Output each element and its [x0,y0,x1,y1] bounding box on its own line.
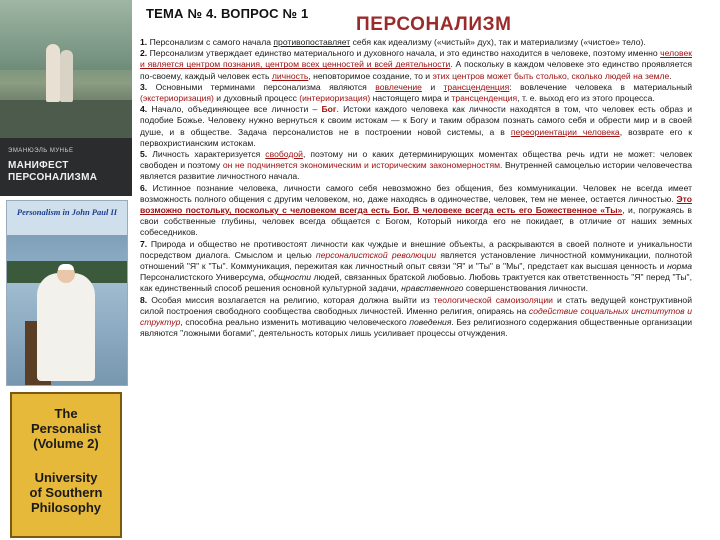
paragraph-3: 3. Основными терминами персонализма являются вовлечение и трансценденция: вовлечение человека в материальный (экстериоризация) и духовный процесс (интериоризация) настоящего мира и трансценденция, т. е. выход его из этого процесса. [140,81,693,104]
cover-title: The Personalist (Volume 2) [30,406,102,451]
page-title: ПЕРСОНАЛИЗМ [356,14,512,35]
cover-title: МАНИФЕСТ ПЕРСОНАЛИЗМА [8,160,98,183]
paragraph-6: 6. Истинное познание человека, личности самого себя невозможно без общения, без коммуникации. Человек не всегда имеет возможность полного общения с другим человеком, но, даже находясь в одиночестве, человек, тем не менее, остается личностью. Это возможно постольку, поскольку с человеком всегда есть Бог. В человеке всегда есть его Божественное «Ты», и, погружаясь в свои собственные глубины, человек всегда общается с Богом, Который никогда его не покидает, в отличие от наших земных собеседников. [140,182,693,238]
body-text [140,37,692,339]
paragraph-8: 8. Особая миссия возлагается на религию, которая должна выйти из теологической самоизоляции и стать ведущей конструктивной силой построения свободного сообщества свободных личностей. Именно религия, опираясь на содействие социальных институтов и структур, способна реально изменить мотивацию человеческого поведения. Без религиозного содержания общественные организации являются "ложными богами", деятельность которых лишь усиливает процессы отчуждения. [140,294,692,339]
paragraph-5: 5. Личность характеризуется свободой, поэтому ни о каких детерминирующих моментах общества речь идти не может: человек свободен и поэтому он не подчиняется экономическим и историческим закономерностям. Внутренней самоцелью истории человечества является развитие личностного начала. [140,149,692,182]
cover-publisher: University of Southern Philosophy [29,470,103,515]
book-cover-personalist [10,392,122,538]
paragraph-2: 2. Персонализм утверждает единство материального и духовного начала, и это единство находится в человеке, поэтому именно человек и является центром познания, центром всех ценностей и всей деятельности. А поскольку в каждом человеке это единство проявляется по-своему, каждый человек есть личность, неповторимое создание, то и этих центров может быть столько, сколько людей на земле. [140,48,692,81]
paragraph-7: 7. Природа и общество не противостоят личности как чуждые и внешние объекты, а раскрываются в своей полноте и уникальности посредством диалога. Смыслом и целью персоналистской революции является установление личностной коммуникации, полнотой отношений "Я" к "Ты". Коммуникация, пережитая как личностный опыт связи "Я" и "Ты" в "Мы", предстает как высшая ценность и норма Персоналистского Универсума, общности людей, связанных братской любовью. Любовь трактуется как ответственность "Я" перед "Ты", как единственный способ решения основной культурной задачи, нравственного совершенствования личности. [140,238,693,294]
cover-title: Personalism in John Paul II [16,207,118,217]
cover-author: ЭМАНЮЭЛЬ МУНЬЕ [8,148,74,154]
cover-painting [0,0,132,138]
seated-figure [37,273,95,381]
paragraph-1: 1. Персонализм с самого начала противопоставляет себя как идеализму («чистый» дух), так и материализму («чистое» тело). [140,37,646,47]
paragraph-4: 4. Начало, объединяющее все личности – Бог. Истоки каждого человека как личности находятся в том, что человек есть образ и подобие Божье. Человеку нужно вернуться к своим истокам — к Богу и таким образом познать самого себя и обрести мир и в своей душе, и в обществе. Задача персоналистов не в построении новой системы, а в переориентации человека, возврате его к первохристианским истокам. [140,104,693,148]
topic-heading: ТЕМА № 4. ВОПРОС № 1 [146,6,309,21]
book-covers-column [0,0,132,540]
book-cover-manifesto [0,0,132,196]
book-cover-john-paul [6,200,128,386]
